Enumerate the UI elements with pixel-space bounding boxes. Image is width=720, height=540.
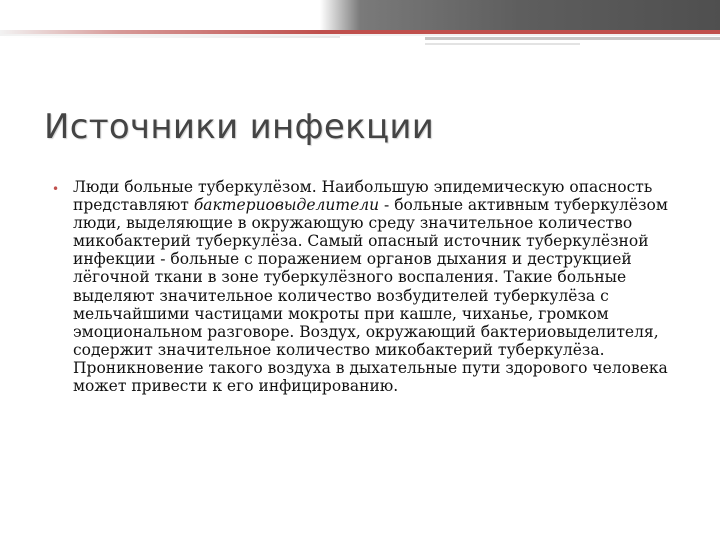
body-text-part1: Люди больные туберкулёзом. Наибольшую эпидемическую опасность представляют	[73, 178, 653, 215]
slide-body	[52, 178, 682, 395]
header-accent-line	[0, 30, 720, 34]
header-decor-line-short	[425, 43, 580, 45]
bullet-marker: •	[52, 182, 60, 196]
body-text-emphasis: бактериовыделители	[193, 196, 380, 215]
header-decor-line-long	[425, 37, 720, 40]
header-divider-line	[0, 36, 340, 38]
body-text-part2: - больные активным туберкулёзом люди, выделяющие в окружающую среду значительное количество микобактерий туберкулёза. Самый опасный источник туберкулёзной инфекции - больные с поражением органов дыхания и деструкцией лёгочной ткани в зоне туберкулёзного воспаления. Такие больные выделяют значительное количество возбудителей туберкулёза с мельчайшими частицами мокроты при кашле, чиханье, громком эмоциональном разговоре. Воздух, окружающий бактериовыделителя, содержит значительное количество микобактерий туберкулёза. Проникновение такого воздуха в дыхательные пути здорового человека может привести к его инфицированию.	[73, 196, 668, 396]
header-dark-band	[0, 0, 720, 30]
slide-title: Источники инфекции	[44, 107, 435, 147]
body-paragraph	[73, 178, 682, 395]
